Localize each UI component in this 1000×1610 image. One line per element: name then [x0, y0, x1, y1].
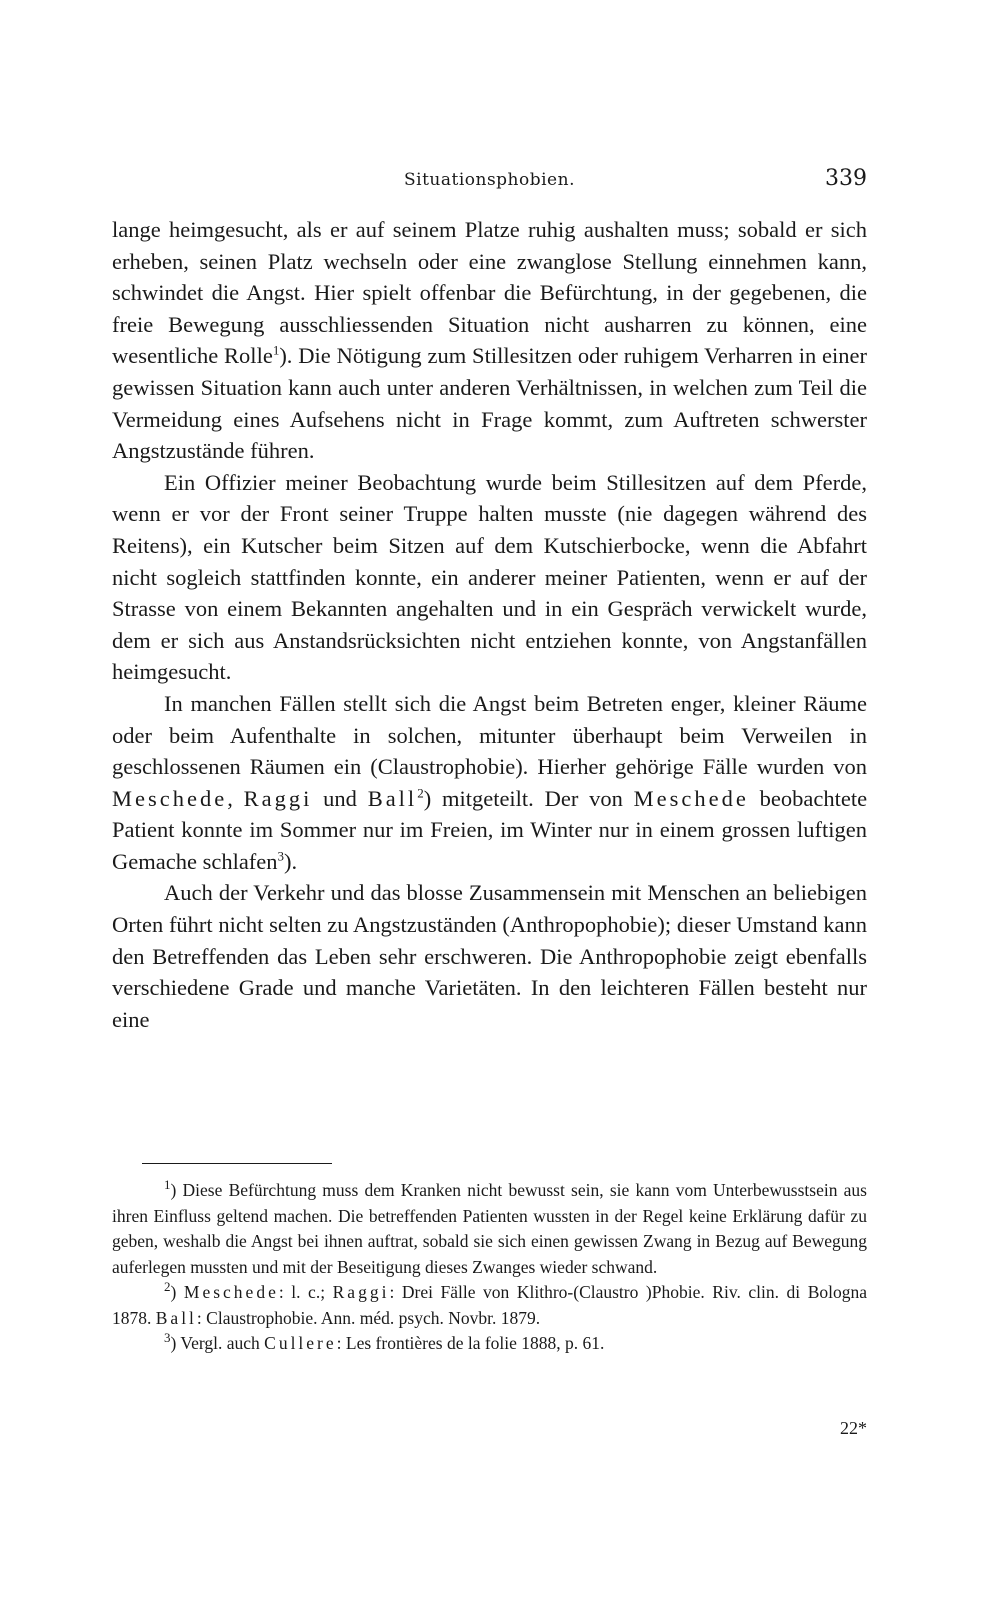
body-text — [112, 214, 867, 1035]
footnote-2: $^2$) Meschede: l. c.; Raggi: Drei Fälle von Klithro-(Claustro )Phobie. Riv. clin. di Bologna 1878. Ball: Claustrophobie. Ann. méd. psych. Novbr. 1879. — [112, 1279, 868, 1328]
author-name-raggi: Raggi — [243, 785, 313, 811]
paragraph-3 — [112, 688, 867, 878]
footnotes — [112, 1178, 867, 1357]
running-title: Situationsphobien. — [404, 170, 575, 190]
paragraph-2 — [112, 467, 867, 688]
footnote-1-text: ) Diese Befürchtung muss dem Kranken nicht bewusst sein, sie kann vom Unterbewusstsein aus ihren Einfluss geltend machen. Die betreffenden Patienten wussten in der Regel keine Erklärung dafür zu geben, weshalb die Angst bei ihnen auftrat, sobald sie sich einen gewissen Zwang in Bezug auf Bewegung auferlegen mussten und mit der Beseitigung dieses Zwanges wieder schwand. — [112, 1180, 867, 1277]
paragraph-1-text: lange heimgesucht, als er auf seinem Platze ruhig aushalten muss; sobald er sich erheben, seinen Platz wechseln oder eine zwanglose Stellung einnehmen kann, schwindet die Angst. Hier spielt offenbar die Befürchtung, in der gegebenen, die freie Bewegung ausschliessenden Situation nicht ausharren zu können, eine wesentliche Rolle — [112, 217, 867, 369]
book-page — [112, 0, 867, 1610]
footnote-divider — [142, 1163, 332, 1164]
footnote-3 — [112, 1331, 867, 1357]
author-name-ball: Ball — [367, 785, 418, 811]
footnote-2-author-ball: Ball — [155, 1307, 197, 1328]
author-name-meschede-2: Meschede — [633, 785, 749, 811]
page-number: 339 — [825, 166, 867, 191]
footnote-2-text-2: : Drei Fälle von Klithro-(Claustro )Phobie. Riv. clin. di Bologna 1878. — [112, 1282, 868, 1328]
paragraph-4-text: Auch der Verkehr und das blosse Zusammensein mit Menschen an beliebigen Orten führt nicht selten zu Angstzuständen (Anthropophobie); dieser Umstand kann den Betreffenden das Leben sehr erschweren. Die Anthropophobie zeigt ebenfalls verschiedene Grade und manche Varietäten. In den leichteren Fällen besteht nur eine — [112, 880, 867, 1032]
footnote-3-text-1: ) Vergl. auch — [170, 1333, 260, 1353]
footnote-3-marker: 3 — [164, 1330, 171, 1346]
footnote-2-marker: 2 — [164, 1279, 171, 1295]
paragraph-3-part1: In manchen Fällen stellt sich die Angst beim Betreten enger, kleiner Räume oder beim Aufenthalte in solchen, mitunter überhaupt beim Verweilen in geschlossenen Räumen ein (Claustrophobie). Hierher gehörige Fälle wurden von — [112, 690, 867, 780]
paragraph-3-part2: ) mitgeteilt. Der von — [423, 785, 623, 811]
footnote-1 — [112, 1178, 867, 1280]
footnote-ref-3: 3 — [277, 848, 285, 864]
footnote-1-marker: 1 — [164, 1177, 171, 1193]
footnote-3-author-cullere: Cullere — [264, 1333, 337, 1353]
footnote-2-text-1: : l. c.; — [278, 1282, 326, 1302]
footnote-3-text-2: : Les frontières de la folie 1888, p. 61. — [336, 1333, 605, 1353]
signature-mark: 22* — [840, 1418, 867, 1438]
paragraph-3-part3: beobachtete Patient konnte im Sommer nur im Freien, im Winter nur in einem grossen luftigen Gemache schlafen — [112, 785, 868, 874]
footnote-ref-2: 2 — [417, 785, 424, 801]
footnote-2-author-meschede: Meschede — [183, 1282, 279, 1302]
separator: , — [227, 785, 233, 811]
footnote-2-text-3: : Claustrophobie. Ann. méd. psych. Novbr. 1879. — [196, 1307, 541, 1328]
footnote-2-author-raggi: Raggi — [332, 1282, 390, 1302]
conjunction: und — [323, 785, 357, 811]
paragraph-1 — [112, 214, 867, 467]
footnote-ref-1: 1 — [272, 342, 280, 358]
paragraph-2-text: Ein Offizier meiner Beobachtung wurde beim Stillesitzen auf dem Pferde, wenn er vor der Front seiner Truppe halten musste (nie dagegen während des Reitens), ein Kutscher beim Sitzen auf dem Kutschierbocke, wenn die Abfahrt nicht sogleich stattfinden konnte, ein anderer meiner Patienten, wenn er auf der Strasse von einem Bekannten angehalten und in ein Gespräch verwickelt wurde, dem er sich aus Anstandsrücksichten nicht entziehen konnte, von Angstanfällen heimgesucht. — [112, 469, 867, 685]
paragraph-1-tail: ). Die Nötigung zum Stillesitzen oder ruhigem Verharren in einer gewissen Situation kann auch unter anderen Verhältnissen, in welchen zum Teil die Vermeidung eines Aufsehens nicht in Frage kommt, zum Auftreten schwerster Angstzustände führen. — [112, 343, 868, 464]
author-name-meschede: Meschede — [112, 785, 228, 811]
paragraph-4 — [112, 877, 867, 1035]
paragraph-3-part4: ). — [284, 848, 298, 874]
running-head — [112, 166, 867, 196]
